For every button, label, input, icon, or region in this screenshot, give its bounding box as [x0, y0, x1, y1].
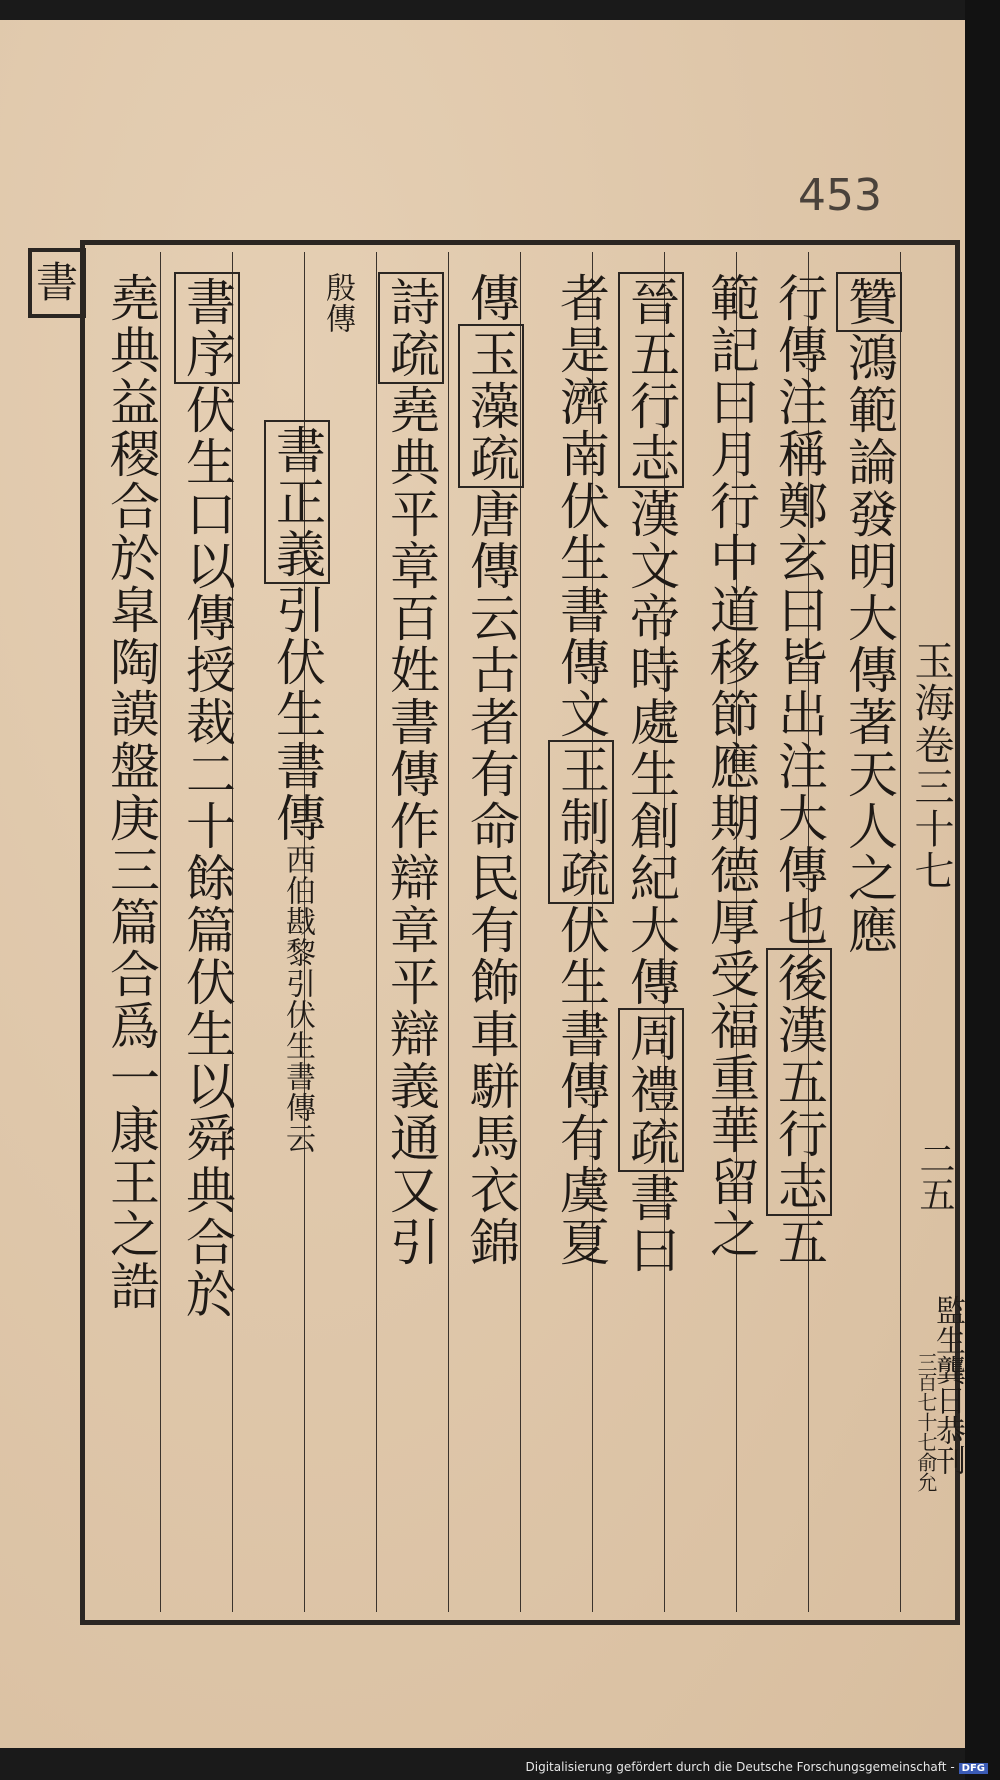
text-column — [552, 272, 614, 1268]
boxed-source-label: 書正義 — [264, 420, 330, 584]
column-text: 伏生口以傳授裁二十餘篇伏生以舜典合於 — [178, 384, 236, 1320]
text-column — [840, 272, 902, 956]
text-column — [306, 272, 368, 334]
column-text: 漢文帝時處生創紀大傳 — [622, 488, 680, 1008]
margin-count-note: 三百七十七俞允 — [914, 1352, 938, 1492]
binding-edge — [965, 0, 1000, 1780]
boxed-source-label: 詩疏 — [378, 272, 444, 384]
column-text: 五 — [770, 1216, 828, 1268]
boxed-source-label: 周禮疏 — [618, 1008, 684, 1172]
column-text: 行傳注稱鄭玄曰皆出注大傳也 — [770, 272, 828, 948]
boxed-source-label: 贊 — [836, 272, 902, 332]
column-text: 堯典平章百姓書傳作辯章平辯義通又引 — [382, 384, 440, 1268]
column-rule — [448, 252, 449, 1612]
small-note: 西伯戡黎引伏生書傳云 — [280, 844, 315, 1154]
column-text: 唐傳云古者有命民有飾車駢馬衣錦 — [462, 488, 520, 1268]
digitization-credit — [526, 1760, 989, 1774]
column-text: 引伏生書傳 — [268, 584, 326, 844]
column-rule — [376, 252, 377, 1612]
column-text: 傳 — [462, 272, 520, 324]
column-text: 堯典益稷合於皐陶謨盤庚三篇合爲一康王之誥 — [102, 272, 160, 1312]
column-text: 者是濟南伏生書傳文 — [552, 272, 610, 740]
margin-book-title: 玉海卷三十七 — [908, 640, 954, 892]
text-column — [622, 272, 684, 1276]
text-column — [462, 272, 524, 1268]
boxed-source-label: 後漢五行志 — [766, 948, 832, 1216]
credit-text: Digitalisierung gefördert durch die Deutsche Forschungsgemeinschaft - — [525, 1760, 955, 1774]
small-note: 殷傳 — [320, 272, 355, 334]
column-text: 書曰 — [622, 1172, 680, 1276]
corner-section-mark: 書 — [28, 248, 86, 318]
text-column — [382, 272, 444, 1268]
text-column — [700, 272, 762, 1260]
text-column — [178, 272, 240, 1320]
text-column — [770, 272, 832, 1268]
boxed-source-label: 書序 — [174, 272, 240, 384]
handwritten-folio-number: 453 — [798, 170, 882, 221]
column-text: 伏生書傳有虞夏 — [552, 904, 610, 1268]
margin-leaf-number: 二五 — [914, 1140, 955, 1212]
dfg-logo: DFG — [959, 1763, 988, 1774]
text-column — [268, 420, 330, 1154]
margin-carver-note: 監生龔日恭刊 — [930, 1295, 965, 1475]
text-column — [100, 272, 162, 1312]
column-text: 鴻範論發明大傳著天人之應 — [840, 332, 898, 956]
boxed-source-label: 王制疏 — [548, 740, 614, 904]
boxed-source-label: 晉五行志 — [618, 272, 684, 488]
boxed-source-label: 玉藻疏 — [458, 324, 524, 488]
column-text: 範記曰月行中道移節應期德厚受福重華留之 — [702, 272, 760, 1260]
